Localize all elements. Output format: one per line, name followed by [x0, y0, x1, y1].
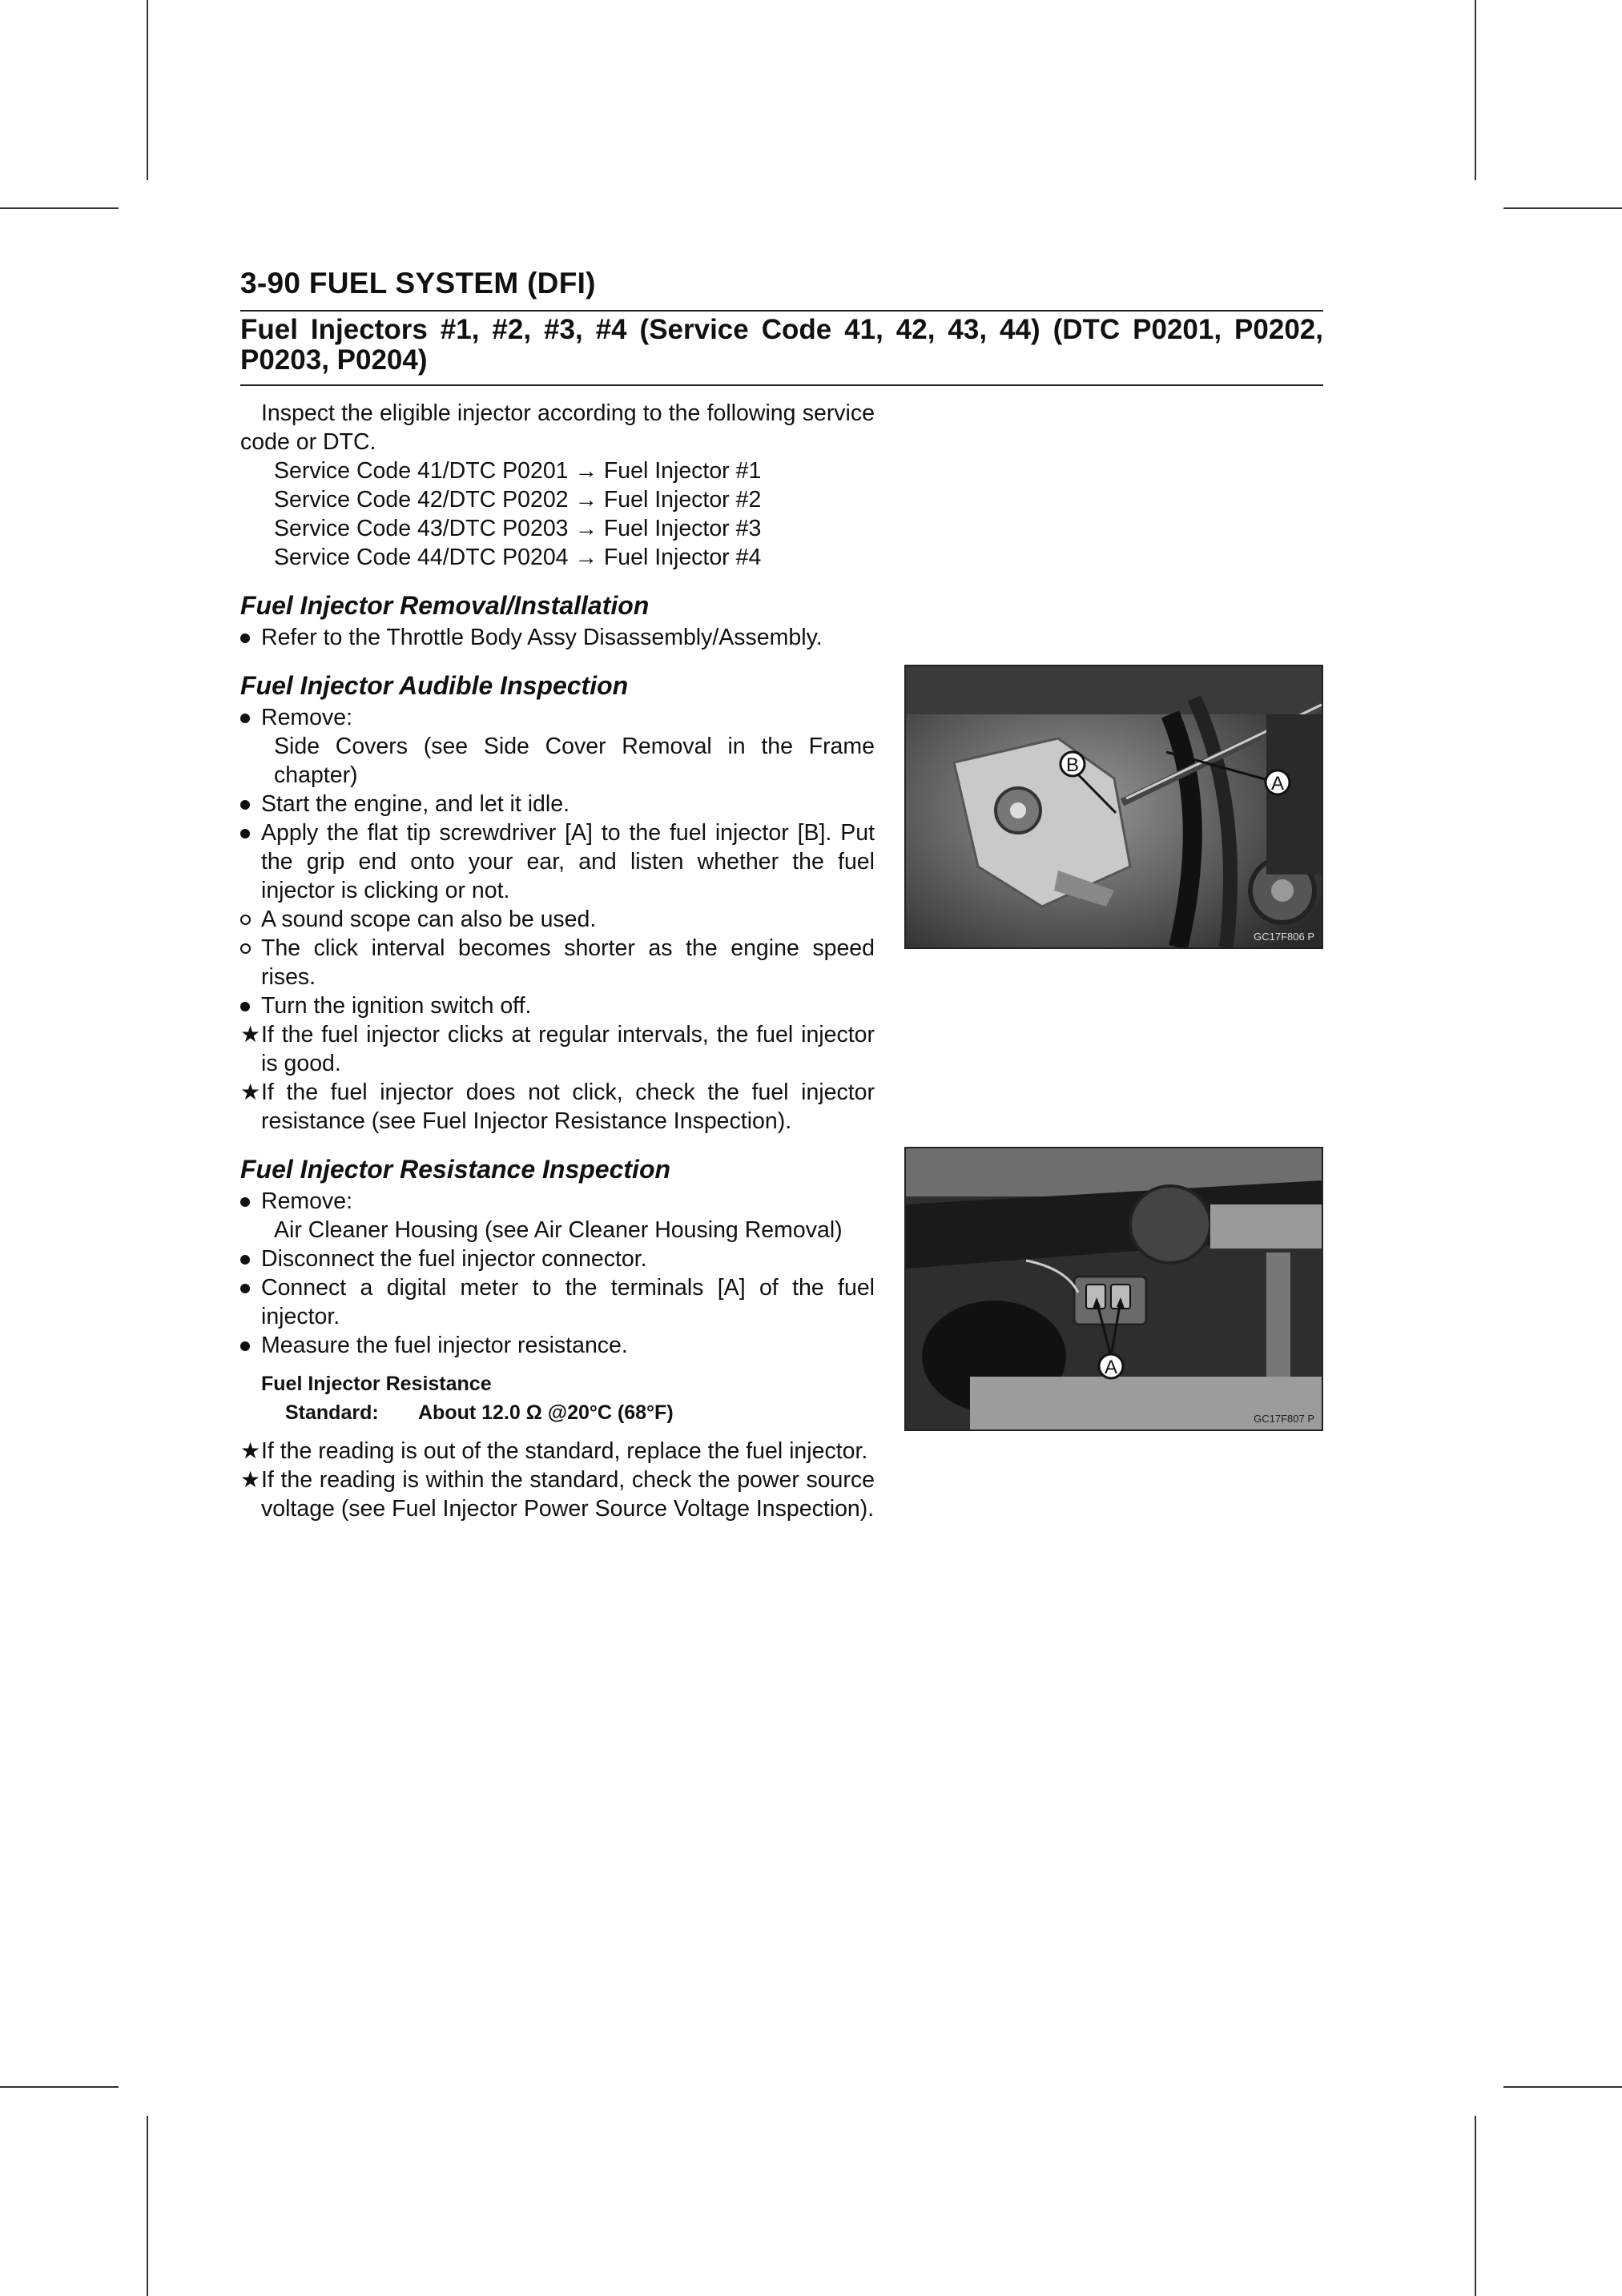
- crop-mark: [1475, 2116, 1476, 2296]
- bullet-icon: [240, 623, 261, 652]
- star-icon: ★: [240, 1080, 261, 1104]
- circle-bullet-icon: [240, 905, 261, 934]
- spec-value: About 12.0 Ω @20°C (68°F): [418, 1401, 674, 1424]
- note-item: A sound scope can also be used.: [240, 905, 875, 934]
- list-item: Remove:: [240, 703, 875, 732]
- service-code-line: Service Code 41/DTC P0201 → Fuel Injector #1: [274, 458, 762, 484]
- list-item: Measure the fuel injector resistance.: [240, 1331, 875, 1360]
- condition-item: ★ If the fuel injector clicks at regular intervals, the fuel injector is good.: [240, 1022, 875, 1076]
- service-code-line: Service Code 43/DTC P0203 → Fuel Injector #3: [274, 516, 762, 541]
- resistance-heading: Fuel Injector Resistance Inspection: [240, 1155, 671, 1184]
- bullet-icon: [240, 1331, 261, 1360]
- star-icon: ★: [240, 1438, 261, 1463]
- crop-mark: [147, 0, 148, 180]
- section-title: Fuel Injectors #1, #2, #3, #4 (Service Code 41, 42, 43, 44) (DTC P0201, P0202, P0203, P0204): [240, 314, 1323, 376]
- photo-code: GC17F807 P: [1254, 1413, 1314, 1425]
- spec-row: [240, 1398, 875, 1427]
- page-title: 3-90 FUEL SYSTEM (DFI): [240, 267, 596, 300]
- bullet-icon: [240, 1273, 261, 1302]
- list-item: Disconnect the fuel injector connector.: [240, 1245, 875, 1273]
- injector-resistance-photo: [904, 1147, 1323, 1431]
- injector-audible-photo: [904, 665, 1323, 949]
- condition-item: ★ If the fuel injector does not click, check the fuel injector resistance (see Fuel Injector Resistance Inspection).: [240, 1080, 875, 1134]
- condition-item: ★ If the reading is within the standard, check the power source voltage (see Fuel Injector Power Source Voltage Inspection).: [240, 1467, 875, 1522]
- callout-a: A: [1270, 773, 1285, 794]
- remove-detail: Side Covers (see Side Cover Removal in the Frame chapter): [274, 734, 875, 788]
- service-code-line: Service Code 44/DTC P0204 → Fuel Injector #4: [274, 545, 762, 570]
- removal-heading: Fuel Injector Removal/Installation: [240, 591, 650, 620]
- crop-mark: [147, 2116, 148, 2296]
- star-icon: ★: [240, 1467, 261, 1492]
- list-item: Start the engine, and let it idle.: [240, 790, 875, 818]
- list-item: Apply the flat tip screwdriver [A] to the fuel injector [B]. Put the grip end onto your ear, and listen whether the fuel injector is clicking or not.: [240, 818, 875, 905]
- header-rule: [240, 310, 1323, 312]
- crop-mark: [0, 2086, 119, 2088]
- circle-bullet-icon: [240, 934, 261, 963]
- remove-detail: Air Cleaner Housing (see Air Cleaner Housing Removal): [274, 1217, 843, 1243]
- photo-code: GC17F806 P: [1254, 931, 1314, 943]
- bullet-icon: [240, 1187, 261, 1216]
- bullet-icon: [240, 1245, 261, 1273]
- condition-item: ★ If the reading is out of the standard, replace the fuel injector.: [240, 1438, 868, 1464]
- spec-label: Standard:: [285, 1401, 379, 1424]
- crop-mark: [1503, 207, 1622, 209]
- intro-block: [240, 399, 875, 1523]
- list-item: Remove:: [240, 1187, 875, 1216]
- list-item: Refer to the Throttle Body Assy Disassembly/Assembly.: [240, 623, 875, 652]
- bullet-icon: [240, 790, 261, 818]
- spec-title: Fuel Injector Resistance: [261, 1373, 492, 1395]
- bullet-icon: [240, 991, 261, 1020]
- list-item: Connect a digital meter to the terminals [A] of the fuel injector.: [240, 1273, 875, 1331]
- star-icon: ★: [240, 1022, 261, 1047]
- list-item: Turn the ignition switch off.: [240, 991, 875, 1020]
- section-rule: [240, 384, 1323, 386]
- bullet-icon: [240, 703, 261, 732]
- service-code-line: Service Code 42/DTC P0202 → Fuel Injector #2: [274, 487, 762, 513]
- note-item: The click interval becomes shorter as the engine speed rises.: [240, 934, 875, 991]
- callout-b: B: [1065, 754, 1080, 776]
- callout-a: A: [1104, 1357, 1118, 1378]
- bullet-icon: [240, 818, 261, 847]
- audible-heading: Fuel Injector Audible Inspection: [240, 671, 629, 700]
- crop-mark: [1475, 0, 1476, 180]
- crop-mark: [1503, 2086, 1622, 2088]
- intro-text: Inspect the eligible injector according to the following service code or DTC.: [240, 400, 875, 455]
- crop-mark: [0, 207, 119, 209]
